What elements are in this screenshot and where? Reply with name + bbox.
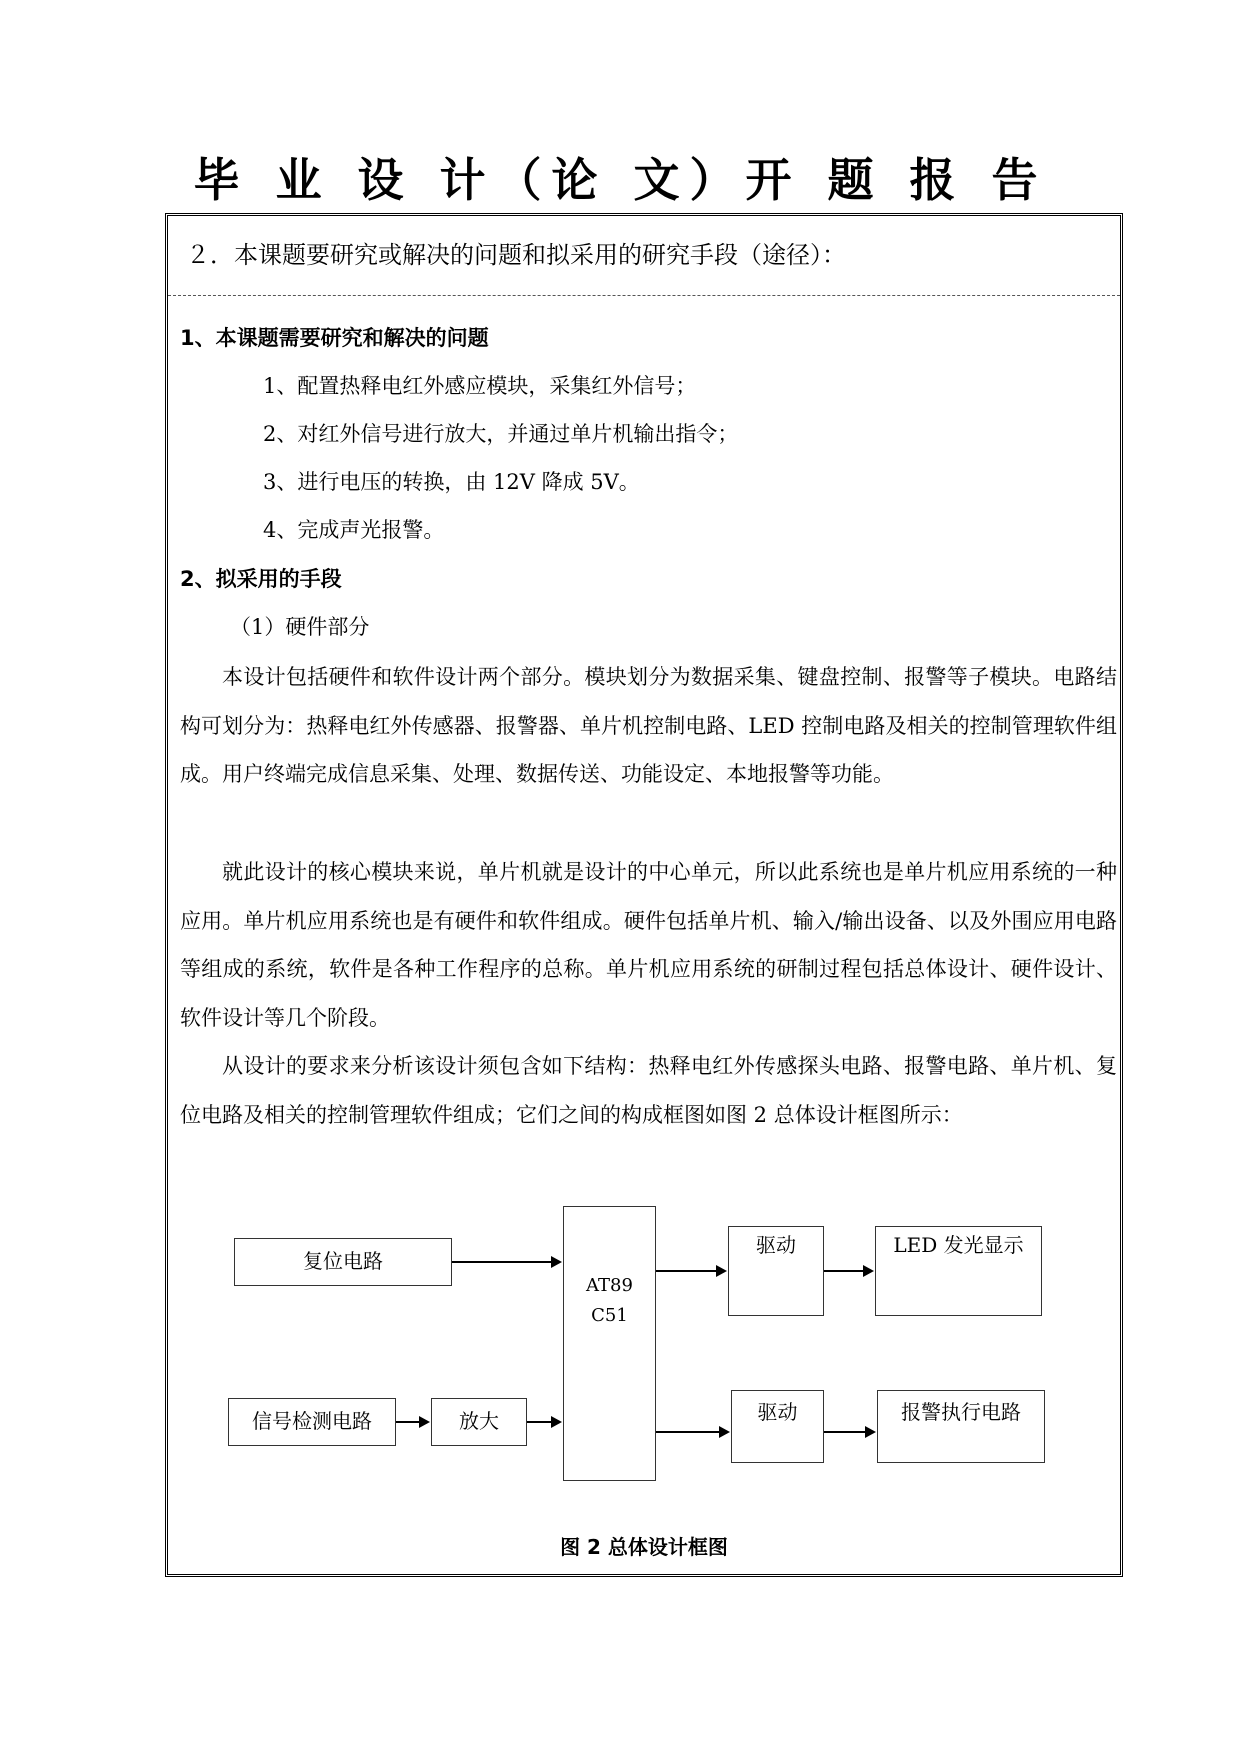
amplifier-box (431, 1398, 527, 1446)
mcu-box (563, 1206, 656, 1481)
document-title: 毕 业 设 计（论 文）开 题 报 告 (193, 153, 1048, 207)
driver-bottom-label: 驱动 (757, 1400, 798, 1424)
report-frame (165, 213, 1123, 1577)
figure-caption: 图 2 总体设计框图 (560, 1535, 728, 1559)
reset-circuit-box (234, 1238, 452, 1286)
section-heading: ２．本课题要研究或解决的问题和拟采用的研究手段（途径）： (186, 241, 846, 269)
amplifier-label: 放大 (459, 1409, 499, 1433)
paragraph-intro: 本设计包括硬件和软件设计两个部分。模块划分为数据采集、键盘控制、报警等子模块。电路结构可划分为：热释电红外传感器、报警器、单片机控制电路、LED 控制电路及相关的控制管理软件组成。用户终端完成信息采集、处理、数据传送、功能设定、本地报警等功能。 (180, 665, 1117, 786)
arrow-driver-to-alarm (824, 1431, 874, 1433)
alarm-exec-box (877, 1390, 1045, 1463)
arrow-mcu-to-driver-bottom (656, 1431, 728, 1433)
paragraph-core-module: 就此设计的核心模块来说，单片机就是设计的中心单元，所以此系统也是单片机应用系统的一种应用。单片机应用系统也是有硬件和软件组成。硬件包括单片机、输入/输出设备、以及外围应用电路等组成的系统，软件是各种工作程序的总称。单片机应用系统的研制过程包括总体设计、硬件设计、软件设计等几个阶段。 (180, 860, 1117, 1030)
part2-heading: 2、拟采用的手段 (180, 567, 342, 591)
arrow-amp-to-mcu (527, 1421, 560, 1423)
mcu-label-line2: C51 (591, 1305, 628, 1326)
dashed-divider (168, 295, 1120, 296)
driver-top-label: 驱动 (756, 1233, 796, 1257)
arrow-mcu-to-driver-top (656, 1270, 725, 1272)
list-item: 3、进行电压的转换，由 12V 降成 5V。 (263, 470, 640, 494)
led-display-box (875, 1226, 1042, 1316)
arrow-reset-to-mcu (452, 1261, 560, 1263)
led-display-label: LED 发光显示 (893, 1233, 1024, 1257)
list-item: 4、完成声光报警。 (263, 518, 445, 542)
part1-heading: 1、本课题需要研究和解决的问题 (180, 326, 489, 350)
signal-detect-label: 信号检测电路 (252, 1409, 372, 1433)
arrow-driver-to-led (824, 1270, 872, 1272)
list-item: 1、配置热释电红外感应模块，采集红外信号； (263, 374, 697, 398)
alarm-exec-label: 报警执行电路 (901, 1400, 1021, 1424)
paragraph-structure: 从设计的要求来分析该设计须包含如下结构：热释电红外传感探头电路、报警电路、单片机、复位电路及相关的控制管理软件组成；它们之间的构成框图如图 2 总体设计框图所示： (180, 1054, 1117, 1127)
mcu-label-line1: AT89 (586, 1275, 633, 1296)
signal-detect-box (228, 1398, 396, 1446)
driver-bottom-box (731, 1390, 824, 1463)
list-item: 2、对红外信号进行放大，并通过单片机输出指令； (263, 422, 739, 446)
reset-circuit-label: 复位电路 (303, 1249, 383, 1273)
hardware-subheading: （1）硬件部分 (230, 615, 370, 639)
arrow-detect-to-amp (396, 1421, 428, 1423)
driver-top-box (728, 1226, 824, 1316)
